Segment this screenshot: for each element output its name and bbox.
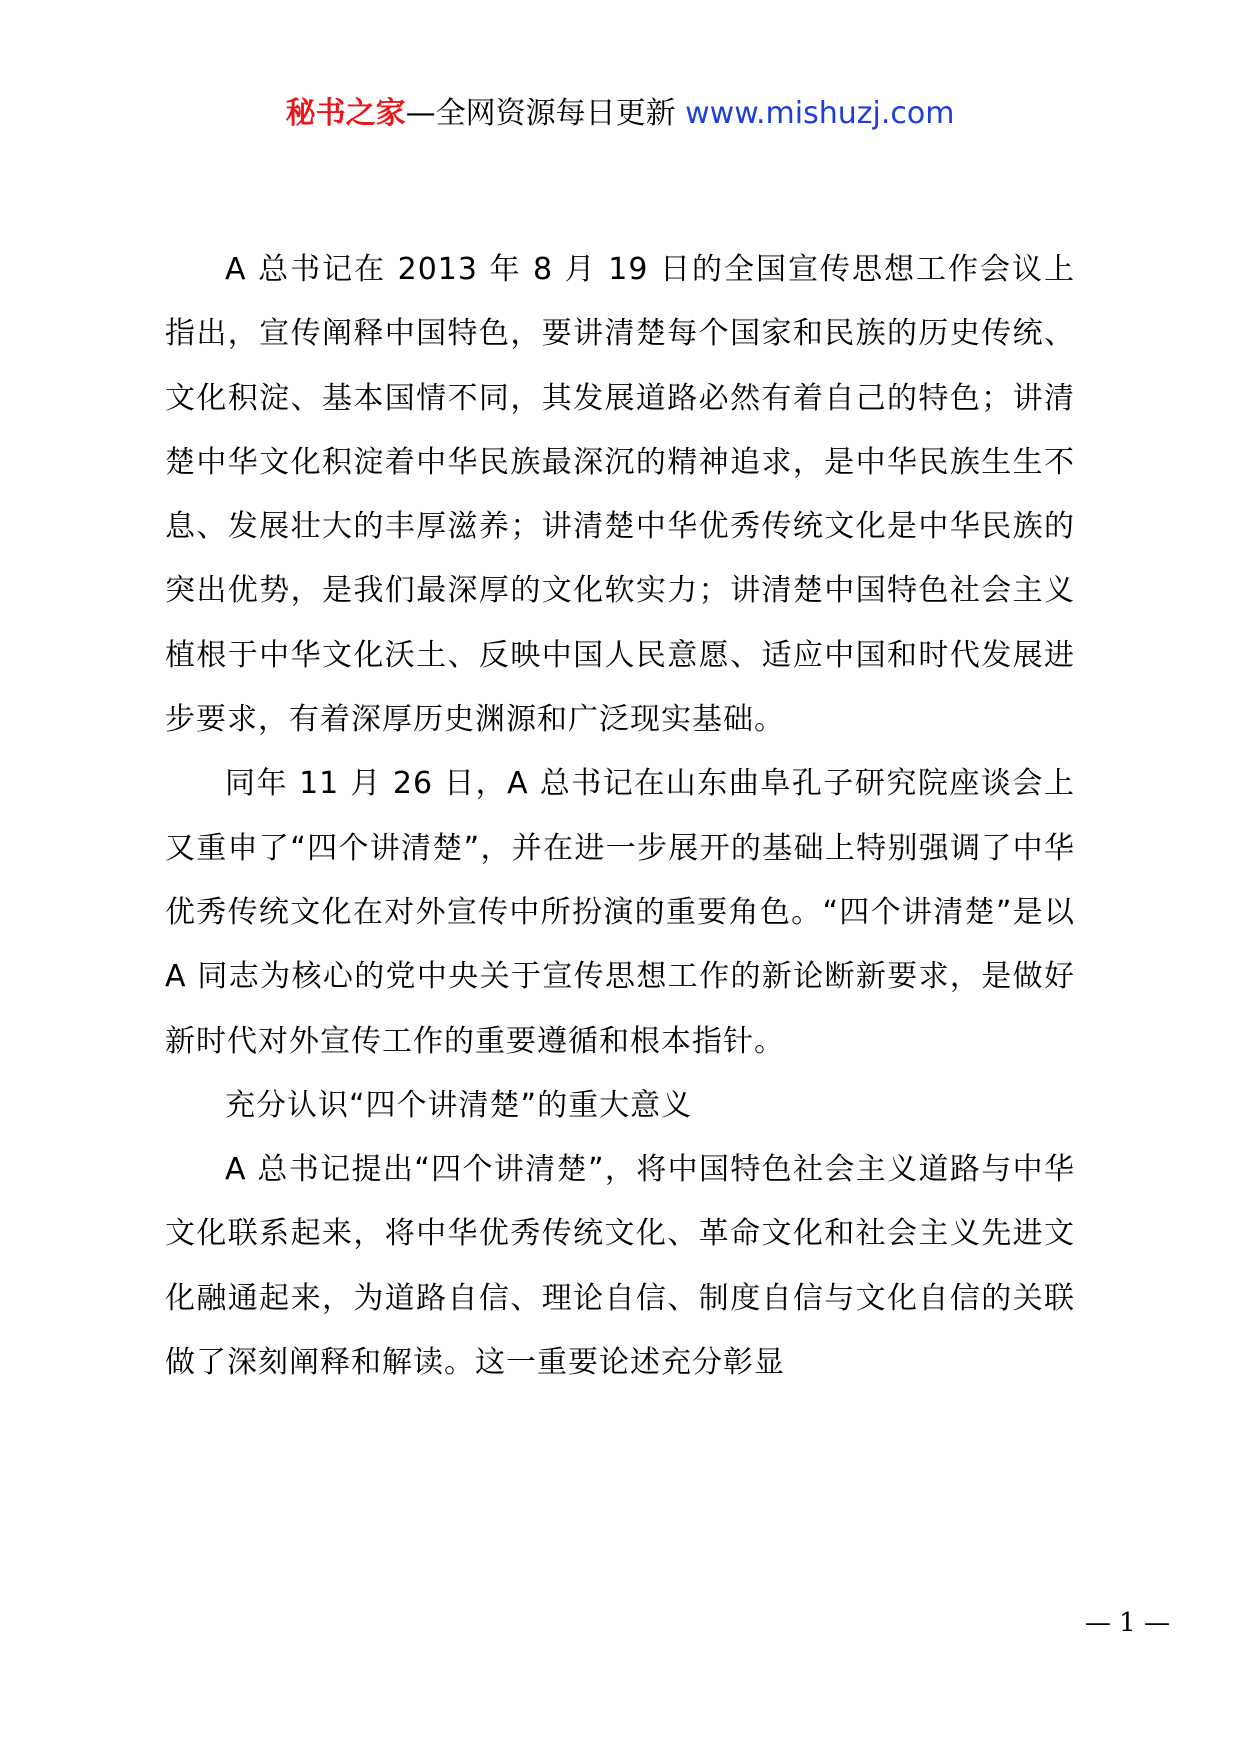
page-number: — 1 — <box>1084 1608 1170 1638</box>
section-heading: 充分认识“四个讲清楚”的重大意义 <box>225 1087 693 1123</box>
brand-name: 秘书之家 <box>285 96 406 131</box>
document-body <box>165 238 1075 1395</box>
paragraph-3: A 总书记提出“四个讲清楚”，将中国特色社会主义道路与中华文化联系起来，将中华优秀传统文化、革命文化和社会主义先进文化融通起来，为道路自信、理论自信、制度自信与文化自信的关联做了深刻阐释和解读。这一重要论述充分彰显 <box>165 1152 1075 1381</box>
site-banner <box>0 94 1240 134</box>
site-url-link[interactable]: www.mishuzj.com <box>685 96 955 131</box>
paragraph-2: 同年 11 月 26 日，A 总书记在山东曲阜孔子研究院座谈会上又重申了“四个讲清楚”，并在进一步展开的基础上特别强调了中华优秀传统文化在对外宣传中所扮演的重要角色。“四个讲清楚”是以 A 同志为核心的党中央关于宣传思想工作的新论断新要求，是做好新时代对外宣传工作的重要遵循和根本指针。 <box>165 766 1075 1059</box>
slogan-text: —全网资源每日更新 <box>405 96 686 131</box>
paragraph-1: A 总书记在 2013 年 8 月 19 日的全国宣传思想工作会议上指出，宣传阐释中国特色，要讲清楚每个国家和民族的历史传统、文化积淀、基本国情不同，其发展道路必然有着自己的特色；讲清楚中华文化积淀着中华民族最深沉的精神追求，是中华民族生生不息、发展壮大的丰厚滋养；讲清楚中华优秀传统文化是中华民族的突出优势，是我们最深厚的文化软实力；讲清楚中国特色社会主义植根于中华文化沃土、反映中国人民意愿、适应中国和时代发展进步要求，有着深厚历史渊源和广泛现实基础。 <box>165 252 1075 738</box>
